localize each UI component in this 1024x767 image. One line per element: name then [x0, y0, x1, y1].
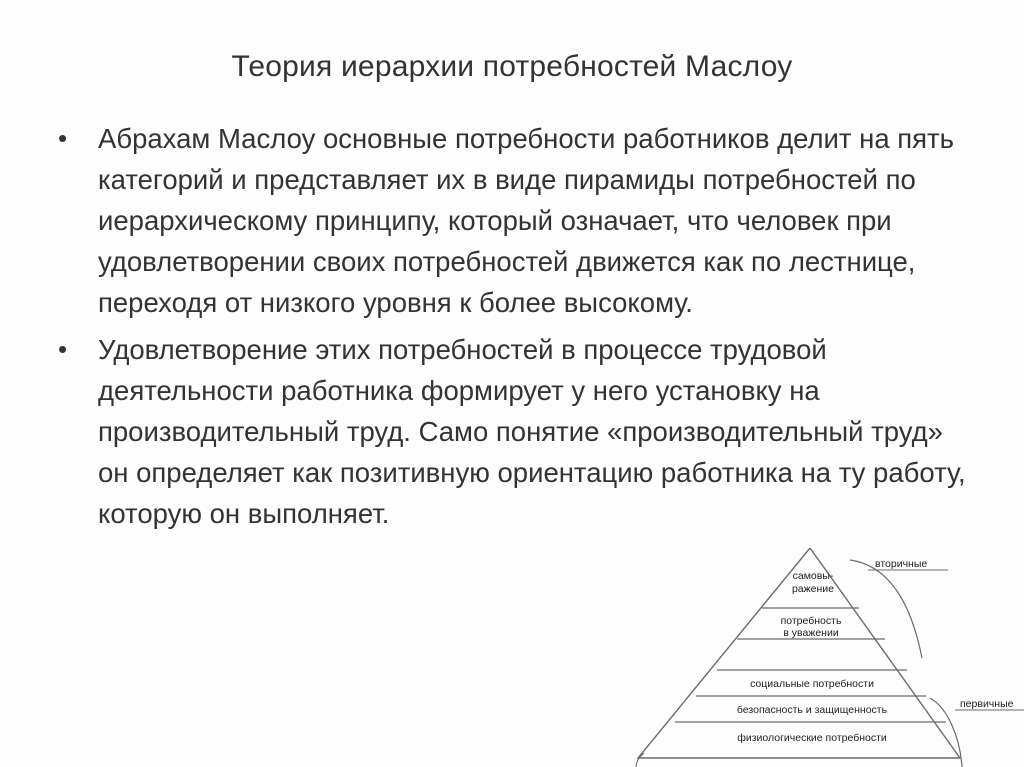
bullet-item — [58, 118, 968, 323]
pyramid-level-2-line1: потребность — [780, 615, 842, 627]
secondary-bracket-arc — [850, 560, 922, 658]
pyramid-level-2-line2: в уважении — [783, 627, 839, 639]
primary-bracket-arc — [930, 698, 962, 767]
maslow-pyramid-diagram — [630, 548, 1024, 767]
pyramid-level-5: физиологические потребности — [737, 732, 887, 744]
bullet-marker: • — [58, 123, 68, 153]
pyramid-level-3: социальные потребности — [750, 678, 874, 690]
secondary-label: вторичные — [875, 558, 928, 570]
bullet-marker: • — [58, 334, 68, 364]
pyramid-level-1-line2: ражение — [791, 583, 835, 595]
bullet-item — [58, 329, 968, 534]
pyramid-level-1-line1: самовы- — [792, 570, 834, 582]
slide-title: Теория иерархии потребностей Маслоу — [231, 50, 793, 83]
bullet-text: Удовлетворение этих потребностей в процессе трудовой деятельности работника формирует у него установку на производительный труд. Само понятие «производительный труд» он определяет как позитивную ориентацию работника на ту работу, которую он выполняет. — [98, 334, 966, 529]
primary-label: первичные — [960, 698, 1014, 710]
bullet-text: Абрахам Маслоу основные потребности работников делит на пять категорий и представляет их в виде пирамиды потребностей по иерархическому принципу, который означает, что человек при удовлетворении своих потребностей движется как по лестнице, переходя от низкого уровня к более высокому. — [98, 123, 954, 318]
bullet-list — [58, 118, 968, 540]
pyramid-level-4: безопасность и защищенность — [736, 704, 888, 716]
